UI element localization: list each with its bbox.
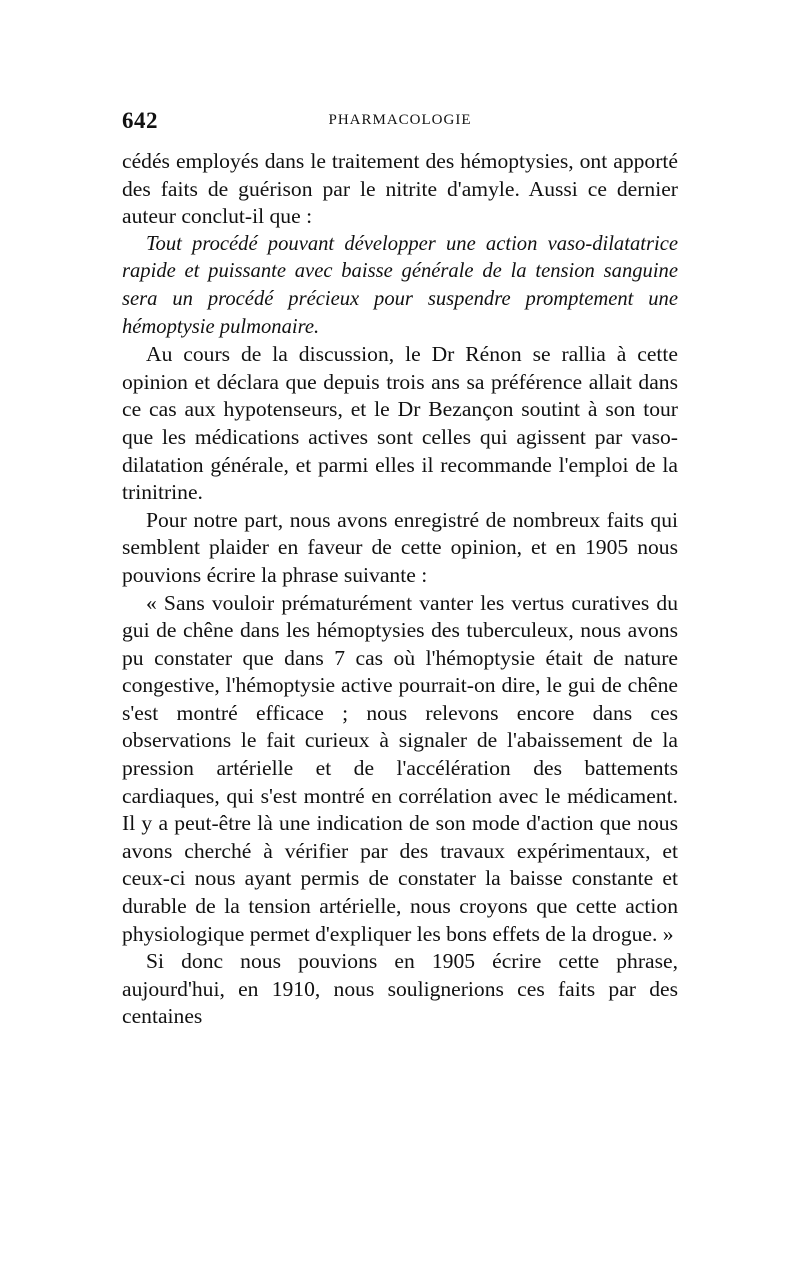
italic-quotation: Tout procédé pouvant développer une action vaso-dilatatrice rapide et puissante avec baisse générale de la tension sanguine sera un procédé précieux pour suspendre promptement une hémoptysie pulmonaire. <box>122 232 678 338</box>
paragraph-discussion: Au cours de la discussion, le Dr Rénon se rallia à cette opinion et déclara que depuis trois ans sa préférence allait dans ce cas aux hypotenseurs, et le Dr Bezançon soutint à son tour que les médications actives sont celles qui agissent par vaso-dilatation générale, et parmi elles il recommande l'emploi de la trinitrine. <box>122 342 678 505</box>
paragraph-our-part: Pour notre part, nous avons enregistré de nombreux faits qui semblent plaider en faveur de cette opinion, et en 1905 nous pouvions écrire la phrase suivante : <box>122 507 678 587</box>
section-title: PHARMACOLOGIE <box>328 112 472 128</box>
page-number: 642 <box>122 108 158 133</box>
paragraph-1905-quotation: « Sans vouloir prématurément vanter les vertus curatives du gui de chêne dans les hémoptysies des tuberculeux, nous avons pu constater que dans 7 cas où l'hémoptysie était de nature congestive, l'hémoptysie active pourrait-on dire, le gui de chêne s'est montré efficace ; nous relevons encore dans ces observations le fait curieux à signaler de l'abaissement de la pression artérielle et de l'accélération des battements cardiaques, qui s'est montré en corrélation avec le médicament. Il y a peut-être là une indication de son mode d'action que nous avons cherché à vérifier par des travaux expérimentaux, et ceux-ci nous ayant permis de constater la baisse constante et durable de la tension artérielle, nous croyons que cette action physiologique permet d'expliquer les bons effets de la drogue. » <box>122 590 678 946</box>
body-text <box>122 148 678 1031</box>
paragraph-1910: Si donc nous pouvions en 1905 écrire cette phrase, aujourd'hui, en 1910, nous soulignerions ces faits par des centaines <box>122 949 678 1029</box>
book-page <box>122 108 678 1031</box>
paragraph-continuation: cédés employés dans le traitement des hémoptysies, ont apporté des faits de guérison par le nitrite d'amyle. Aussi ce dernier auteur conclut-il que : <box>122 149 678 229</box>
running-head <box>122 108 678 148</box>
